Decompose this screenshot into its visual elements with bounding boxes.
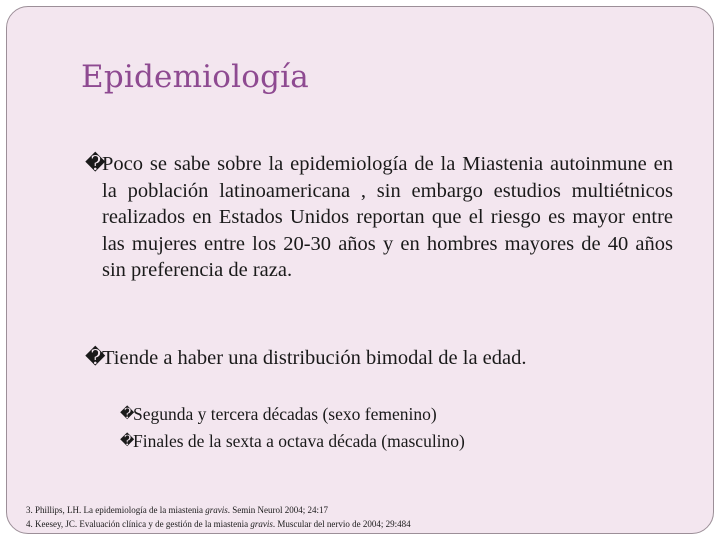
bullet-text: Tiende a haber una distribución bimodal de la edad. xyxy=(102,347,527,369)
reference-italic-text: gravis xyxy=(250,519,273,529)
reference-text: 4. Keesey, JC. Evaluación clínica y de gestión de la miastenia xyxy=(26,519,251,529)
reference-item xyxy=(26,517,411,531)
bullet-marker-icon: � xyxy=(85,153,106,175)
slide-frame xyxy=(6,6,714,534)
sub-bullet-text: Finales de la sexta a octava década (masculino) xyxy=(133,431,465,451)
bullet-marker-icon: � xyxy=(85,347,106,369)
reference-italic-text: gravis xyxy=(205,505,228,515)
sub-bullet-text: Segunda y tercera décadas (sexo femenino) xyxy=(133,404,437,424)
sub-bullet-marker-icon: � xyxy=(120,407,135,422)
slide-title: Epidemiología xyxy=(81,59,309,95)
reference-text: 3. Phillips, LH. La epidemiología de la miastenia xyxy=(26,505,206,515)
references xyxy=(26,503,411,531)
reference-text: . Muscular del nervio de 2004; 29:484 xyxy=(272,519,411,529)
bullet-text: Poco se sabe sobre la epidemiología de la Miastenia autoinmune en la población latinoamericana , sin embargo estudios multiétnicos realizados en Estados Unidos reportan que el riesgo es mayor entre las mujeres entre los 20-30 años y en hombres mayores de 40 años sin preferencia de raza. xyxy=(102,153,673,281)
sub-bullet-marker-icon: � xyxy=(120,434,135,449)
sub-bullet-male xyxy=(120,430,465,452)
sub-bullet-female xyxy=(120,403,437,425)
bullet-epidemiology-summary xyxy=(85,151,673,284)
reference-item xyxy=(26,503,411,517)
bullet-bimodal-distribution xyxy=(85,345,685,371)
reference-text: . Semin Neurol 2004; 24:17 xyxy=(227,505,328,515)
